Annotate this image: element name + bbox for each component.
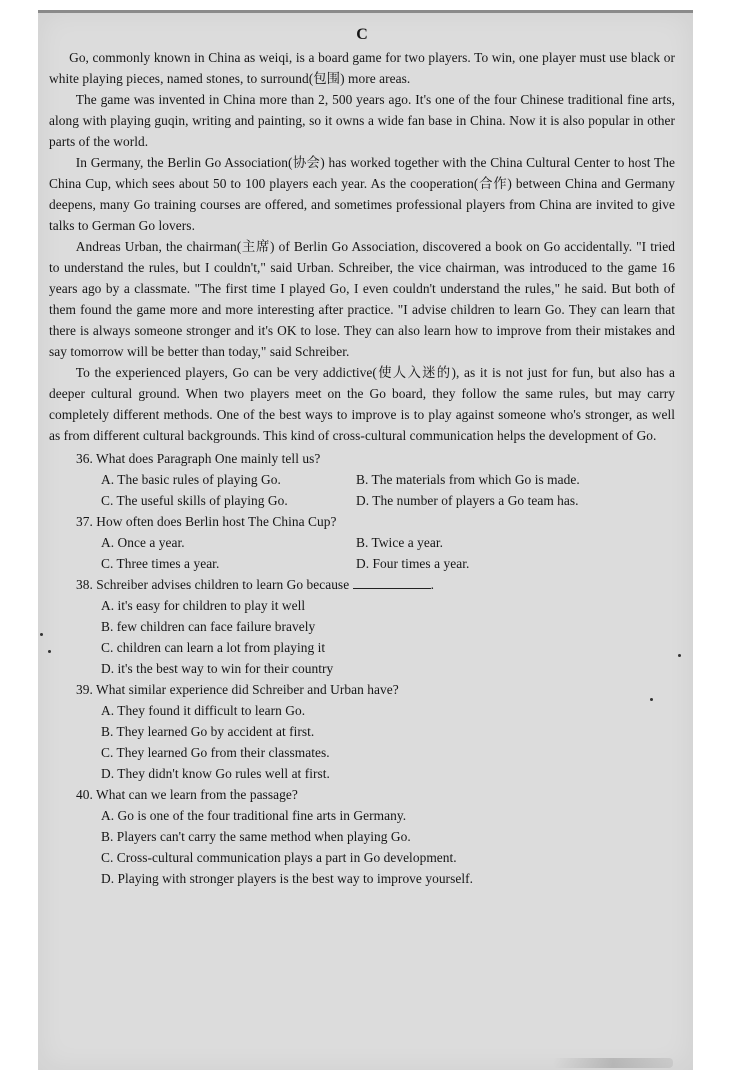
option-b: B. Twice a year. <box>356 535 443 550</box>
question-37 <box>49 511 675 574</box>
option-c: C. They learned Go from their classmates. <box>101 745 330 760</box>
question-list <box>49 448 675 889</box>
question-38 <box>49 574 675 679</box>
question-stem: 36. What does Paragraph One mainly tell us? <box>76 451 321 466</box>
option-row <box>49 469 675 490</box>
section-letter: C <box>356 26 368 43</box>
option-a: A. The basic rules of playing Go. <box>101 472 281 487</box>
option-d: D. Playing with stronger players is the best way to improve yourself. <box>101 871 473 886</box>
option-c: C. children can learn a lot from playing it <box>101 640 326 655</box>
option-a: A. They found it difficult to learn Go. <box>101 703 306 718</box>
option-c: C. The useful skills of playing Go. <box>101 493 288 508</box>
paragraph-1: Go, commonly known in China as weiqi, is a board game for two players. To win, one player must use black or white playing pieces, named stones, to surround(包围) more areas. <box>49 50 675 86</box>
option-row <box>49 490 675 511</box>
option-c: C. Cross-cultural communication plays a part in Go development. <box>101 850 457 865</box>
question-stem-line: 38. Schreiber advises children to learn Go because . <box>76 577 435 592</box>
scan-speck <box>40 633 43 636</box>
option-c: C. Three times a year. <box>101 556 220 571</box>
question-40 <box>49 784 675 889</box>
reading-passage <box>49 25 675 889</box>
option-b: B. Players can't carry the same method when playing Go. <box>101 829 411 844</box>
option-row <box>49 532 675 553</box>
question-39 <box>49 679 675 784</box>
scan-speck <box>650 698 653 701</box>
option-d: D. The number of players a Go team has. <box>356 493 579 508</box>
scan-speck <box>678 654 681 657</box>
question-36 <box>49 448 675 511</box>
watermark-logo <box>553 1058 673 1068</box>
scanned-page <box>38 10 693 1070</box>
question-stem: 40. What can we learn from the passage? <box>76 787 298 802</box>
question-stem: 39. What similar experience did Schreiber and Urban have? <box>76 682 399 697</box>
question-stem: 38. Schreiber advises children to learn Go because <box>76 577 350 592</box>
paragraph-3: In Germany, the Berlin Go Association(协会) has worked together with the China Cultural Center to host The China Cup, which sees about 50 to 100 players each year. As the cooperation(合作) between China and Germany deepens, many Go training courses are offered, and sometimes professional players from China are invited to give talks to German Go lovers. <box>49 155 675 233</box>
paragraph-4: Andreas Urban, the chairman(主席) of Berlin Go Association, discovered a book on Go accidentally. "I tried to understand the rules, but I couldn't," said Urban. Schreiber, the vice chairman, was introduced to the game 16 years ago by a classmate. "The first time I played Go, I even couldn't understand the rules," he said. But both of them found the game more and more interesting after practice. "I advise children to learn Go. They can learn that there is always someone stronger and it's OK to lose. They can also learn how to improve from their mistakes and say tomorrow will be better than today," said Schreiber. <box>49 239 675 359</box>
option-a: A. Once a year. <box>101 535 185 550</box>
option-b: B. They learned Go by accident at first. <box>101 724 315 739</box>
question-stem: 37. How often does Berlin host The China Cup? <box>76 514 337 529</box>
scan-speck <box>48 650 51 653</box>
option-d: D. it's the best way to win for their country <box>101 661 334 676</box>
option-a: A. Go is one of the four traditional fine arts in Germany. <box>101 808 407 823</box>
paragraph-5: To the experienced players, Go can be very addictive(使人入迷的), as it is not just for fun, but also has a deeper cultural ground. When two players meet on the Go board, they follow the same rules, but may carry completely different methods. One of the best ways to improve is to play against someone who's stronger, as well as from different cultural backgrounds. This kind of cross-cultural communication helps the development of Go. <box>49 365 675 443</box>
option-b: B. few children can face failure bravely <box>101 619 316 634</box>
option-d: D. They didn't know Go rules well at first. <box>101 766 330 781</box>
paragraph-2: The game was invented in China more than 2, 500 years ago. It's one of the four Chinese traditional fine arts, along with playing guqin, writing and painting, so it owns a wide fan base in China. Now it is also popular in other parts of the world. <box>49 92 675 149</box>
option-a: A. it's easy for children to play it well <box>101 598 306 613</box>
option-d: D. Four times a year. <box>356 556 470 571</box>
option-b: B. The materials from which Go is made. <box>356 472 580 487</box>
option-row <box>49 553 675 574</box>
answer-blank <box>353 576 431 589</box>
page-top-rule <box>38 10 693 13</box>
